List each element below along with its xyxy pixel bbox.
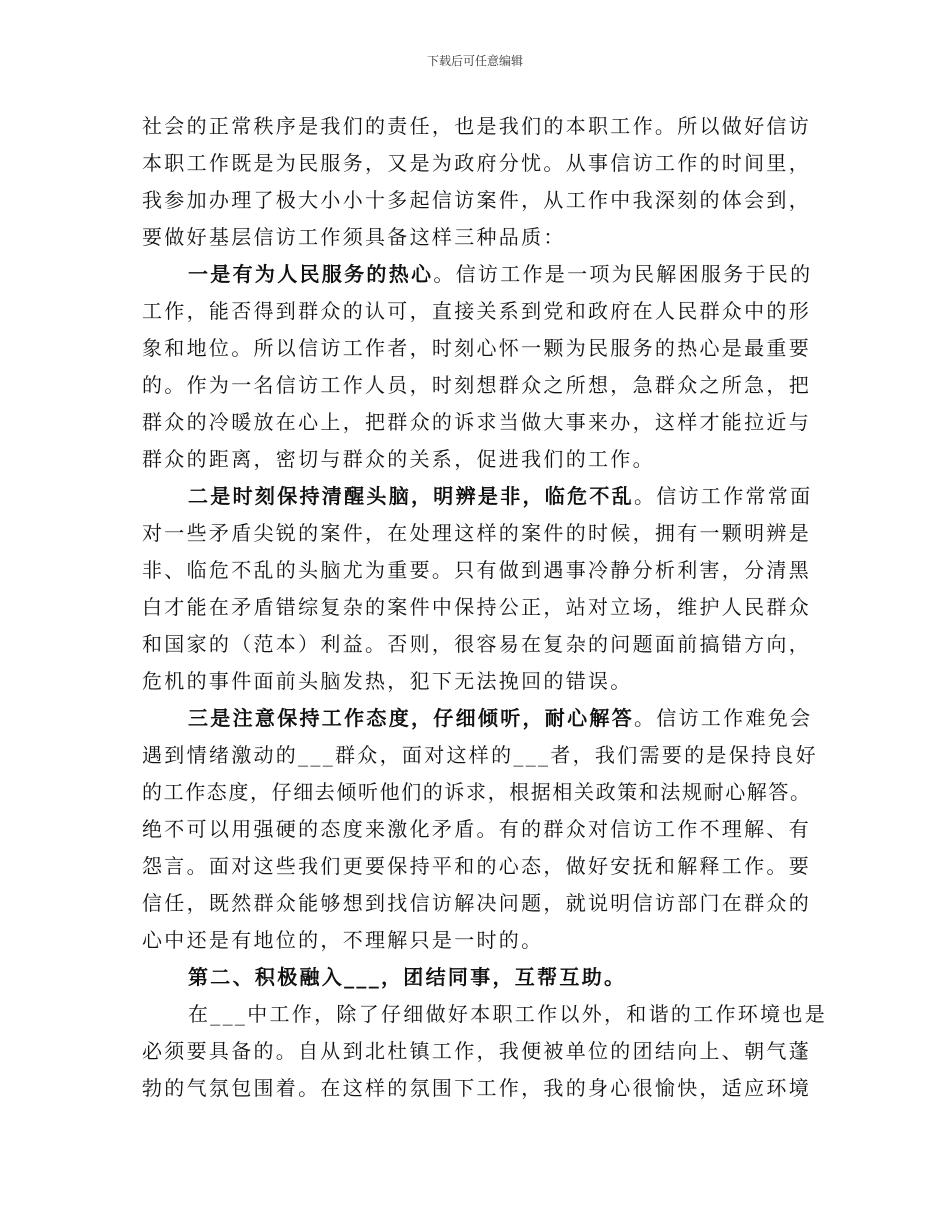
line-text: 本职工作既是为民服务，又是为政府分忧。从事信访工作的时间里， [142, 151, 811, 175]
text-line [142, 922, 822, 959]
line-text: 群众的冷暖放在心上，把群众的诉求当做大事来办，这样才能拉近与 [142, 410, 811, 434]
line-text: 的工作态度，仔细去倾听他们的诉求，根据相关政策和法规耐心解答。 [142, 780, 812, 804]
text-line [142, 1070, 822, 1107]
line-text: 象和地位。所以信访工作者，时刻心怀一颗为民服务的热心是最重要 [142, 336, 811, 360]
line-text: 危机的事件面前头脑发热，犯下无法挽回的错误。 [142, 669, 633, 693]
document-body [142, 108, 827, 1107]
text-line [142, 330, 822, 367]
text-line [142, 145, 822, 182]
line-text: 对一些矛盾尖锐的案件，在处理这样的案件的时候，拥有一颗明辨是 [142, 521, 811, 545]
line-text: 怨言。面对这些我们更要保持平和的心态，做好安抚和解释工作。要 [142, 854, 811, 878]
line-text: 绝不可以用强硬的态度来激化矛盾。有的群众对信访工作不理解、有 [142, 817, 811, 841]
text-line [142, 367, 822, 404]
text-line [142, 1033, 822, 1070]
line-text: 工作，能否得到群众的认可，直接关系到党和政府在人民群众中的形 [142, 299, 811, 323]
paragraph-first-line [142, 996, 827, 1033]
line-text: 遇到情绪激动的___群众，面对这样的___者，我们需要的是保持良好 [142, 743, 818, 767]
bold-heading: 一是有为人民服务的热心 [188, 262, 434, 286]
line-text: 我参加办理了极大小小十多起信访案件，从工作中我深刻的体会到， [142, 188, 811, 212]
paragraph-first-line [142, 478, 822, 515]
page-header: 下载后可任意编辑 [426, 54, 523, 68]
text-line [142, 404, 822, 441]
section-heading [142, 959, 822, 996]
line-text: 。信访工作常常面 [634, 484, 813, 508]
text-line [142, 108, 822, 145]
line-text: 和国家的（范本）利益。否则，很容易在复杂的问题面前搞错方向， [142, 632, 811, 656]
bold-heading: 三是注意保持工作态度，仔细倾听，耐心解答 [188, 706, 634, 730]
bold-heading: 第二、积极融入___，团结同事，互帮互助。 [188, 965, 627, 989]
line-text: 。信访工作难免会 [634, 706, 813, 730]
paragraph-first-line [142, 700, 822, 737]
text-line [142, 293, 822, 330]
line-text: 勃的气氛包围着。在这样的氛围下工作，我的身心很愉快，适应环境 [142, 1076, 811, 1100]
line-text: 白才能在矛盾错综复杂的案件中保持公正，站对立场，维护人民群众 [142, 595, 811, 619]
text-line [142, 515, 822, 552]
text-line [142, 885, 822, 922]
line-text: 社会的正常秩序是我们的责任，也是我们的本职工作。所以做好信访 [142, 114, 811, 138]
text-line [142, 848, 822, 885]
text-line [142, 552, 822, 589]
line-text: 非、临危不乱的头脑尤为重要。只有做到遇事冷静分析利害，分清黑 [142, 558, 811, 582]
text-line [142, 219, 822, 256]
text-line [142, 811, 822, 848]
line-text: 必须要具备的。自从到北杜镇工作，我便被单位的团结向上、朝气蓬 [142, 1039, 811, 1063]
text-line [142, 441, 822, 478]
paragraph-first-line [142, 256, 822, 293]
text-line [142, 589, 822, 626]
line-text: 信任，既然群众能够想到找信访解决问题，就说明信访部门在群众的 [142, 891, 811, 915]
bold-heading: 二是时刻保持清醒头脑，明辨是非，临危不乱 [188, 484, 634, 508]
line-text: 。信访工作是一项为民解困服务于民的 [433, 262, 813, 286]
text-line [142, 774, 822, 811]
line-text: 的。作为一名信访工作人员，时刻想群众之所想，急群众之所急，把 [142, 373, 811, 397]
line-text: 在___中工作，除了仔细做好本职工作以外，和谐的工作环境也是 [188, 1002, 827, 1026]
text-line [142, 737, 822, 774]
line-text: 心中还是有地位的，不理解只是一时的。 [142, 928, 544, 952]
line-text: 要做好基层信访工作须具备这样三种品质： [142, 225, 566, 249]
text-line [142, 663, 822, 700]
line-text: 群众的距离，密切与群众的关系，促进我们的工作。 [142, 447, 655, 471]
text-line [142, 626, 822, 663]
text-line [142, 182, 822, 219]
